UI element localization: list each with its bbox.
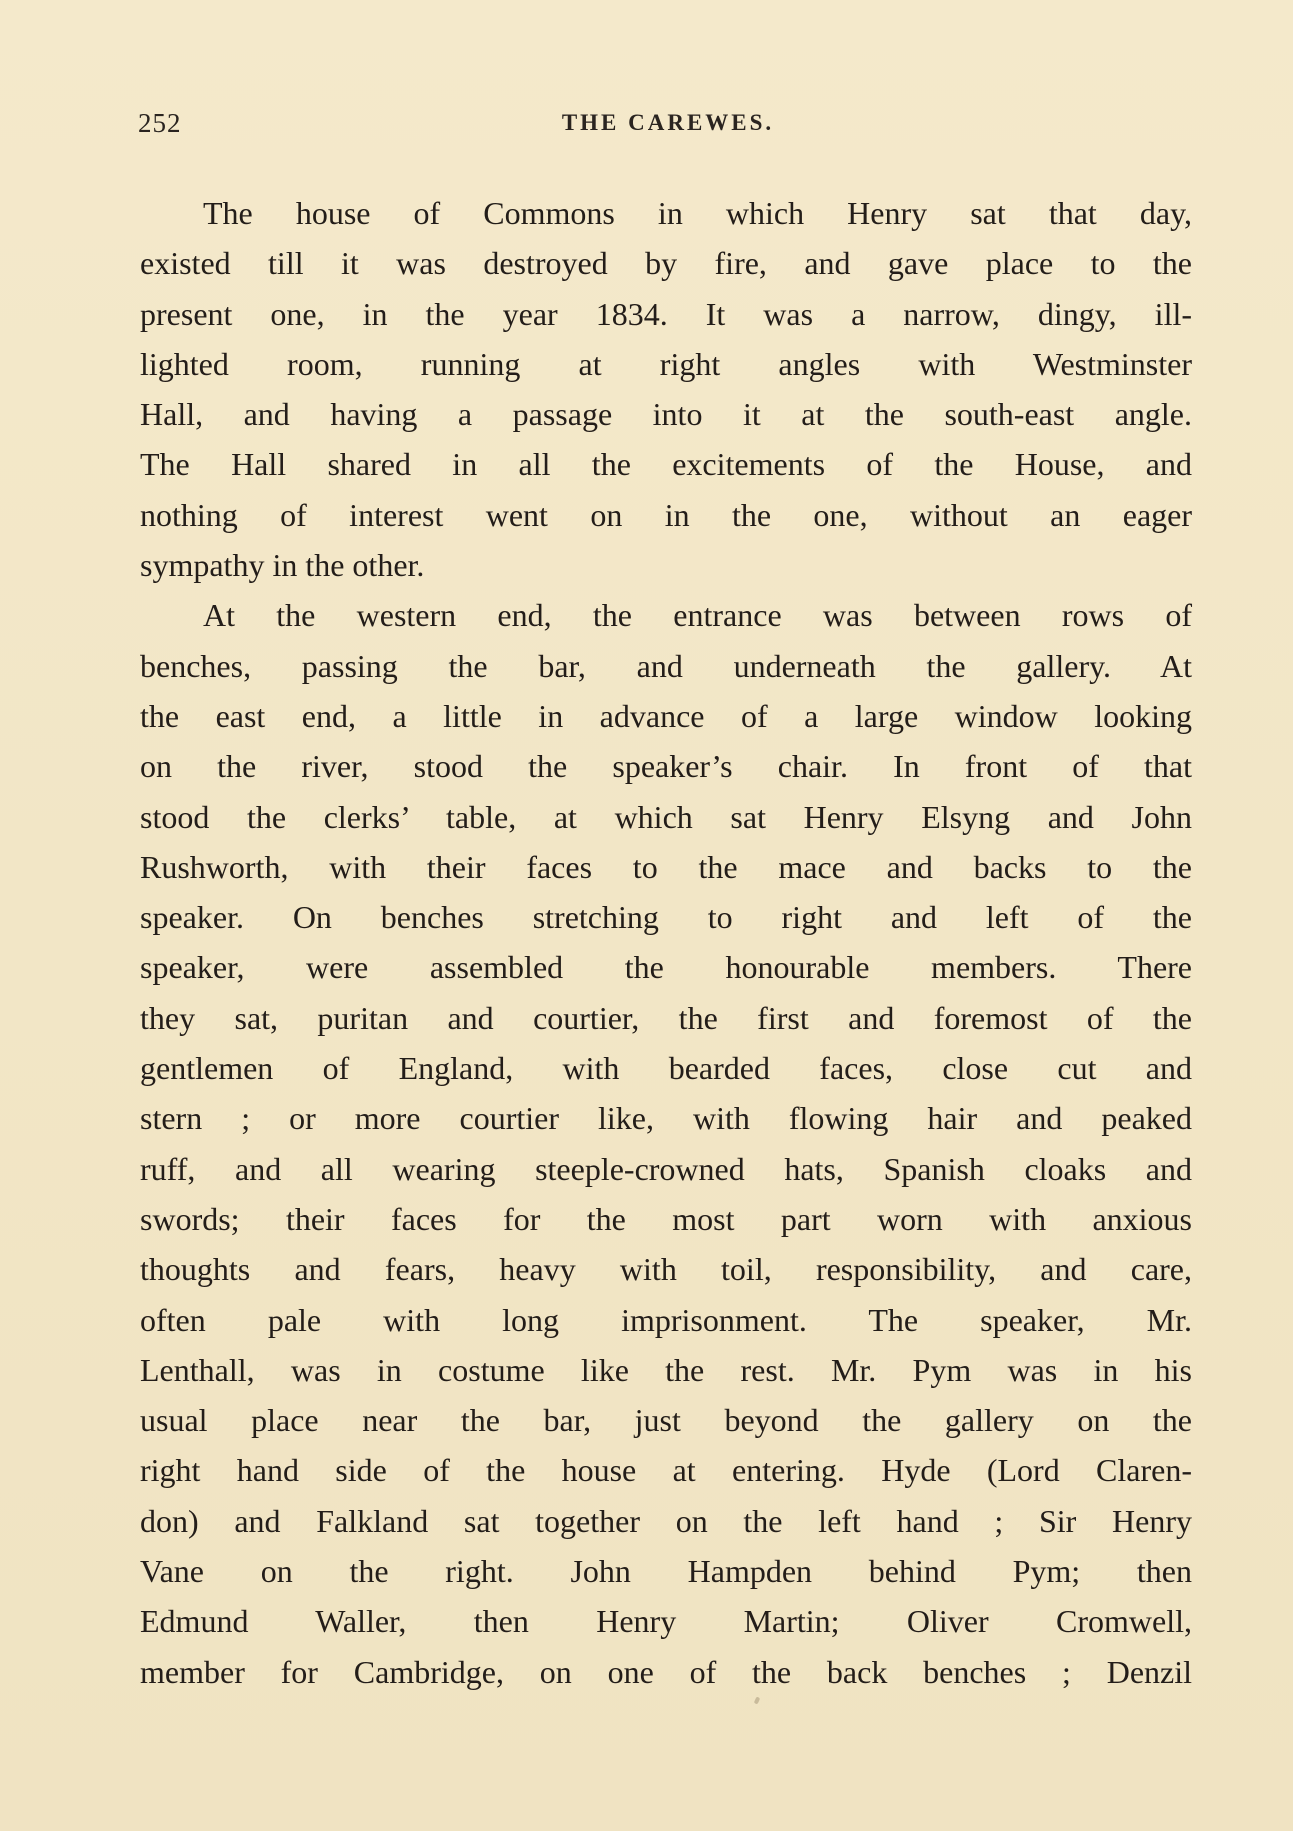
text-line: existed till it was destroyed by fire, and gave place to the xyxy=(140,245,1192,282)
text-line: Edmund Waller, then Henry Martin; Oliver Cromwell, xyxy=(140,1603,1192,1640)
text-line: stern ; or more courtier like, with flowing hair and peaked xyxy=(140,1100,1192,1137)
text-line: usual place near the bar, just beyond the gallery on the xyxy=(140,1402,1192,1439)
text-line: Vane on the right. John Hampden behind Pym; then xyxy=(140,1553,1192,1590)
text-line: benches, passing the bar, and underneath the gallery. At xyxy=(140,647,1192,684)
text-line: they sat, puritan and courtier, the first and foremost of the xyxy=(140,999,1192,1036)
text-line: member for Cambridge, on one of the back benches ; Denzil xyxy=(140,1653,1192,1690)
text-line: The Hall shared in all the excitements of the House, and xyxy=(140,446,1192,483)
text-line: speaker. On benches stretching to right and left of the xyxy=(140,899,1192,936)
text-line: speaker, were assembled the honourable members. There xyxy=(140,949,1192,986)
body-text xyxy=(140,188,1192,1697)
text-line: The house of Commons in which Henry sat that day, xyxy=(203,195,1192,231)
text-line: lighted room, running at right angles with Westminster xyxy=(140,345,1192,382)
text-line: Rushworth, with their faces to the mace and backs to the xyxy=(140,848,1192,885)
page-header xyxy=(138,108,1198,148)
text-line: don) and Falkland sat together on the left hand ; Sir Henry xyxy=(140,1502,1192,1539)
text-line: thoughts and fears, heavy with toil, responsibility, and care, xyxy=(140,1251,1192,1288)
text-line: At the western end, the entrance was between rows of xyxy=(203,597,1192,634)
text-line: nothing of interest went on in the one, without an eager xyxy=(140,496,1192,533)
text-line: on the river, stood the speaker’s chair. In front of that xyxy=(140,748,1192,785)
text-line: sympathy in the other. xyxy=(140,547,425,584)
paragraph-2 xyxy=(140,590,1192,1697)
text-line: stood the clerks’ table, at which sat Henry Elsyng and John xyxy=(140,798,1192,835)
text-line: present one, in the year 1834. It was a narrow, dingy, ill- xyxy=(140,295,1192,332)
text-line: right hand side of the house at entering. Hyde (Lord Claren- xyxy=(140,1452,1192,1489)
paper-speck xyxy=(754,1696,761,1704)
text-line: ruff, and all wearing steeple-crowned hats, Spanish cloaks and xyxy=(140,1150,1192,1187)
paragraph-1 xyxy=(140,188,1192,590)
text-line: the east end, a little in advance of a large window looking xyxy=(140,697,1192,734)
page-number: 252 xyxy=(138,108,182,138)
text-line: often pale with long imprisonment. The speaker, Mr. xyxy=(140,1301,1192,1338)
text-line: Lenthall, was in costume like the rest. Mr. Pym was in his xyxy=(140,1351,1192,1388)
text-line: gentlemen of England, with bearded faces, close cut and xyxy=(140,1050,1192,1087)
running-title: THE CAREWES. xyxy=(561,110,775,135)
text-line: swords; their faces for the most part worn with anxious xyxy=(140,1200,1192,1237)
text-line: Hall, and having a passage into it at the south-east angle. xyxy=(140,396,1192,433)
